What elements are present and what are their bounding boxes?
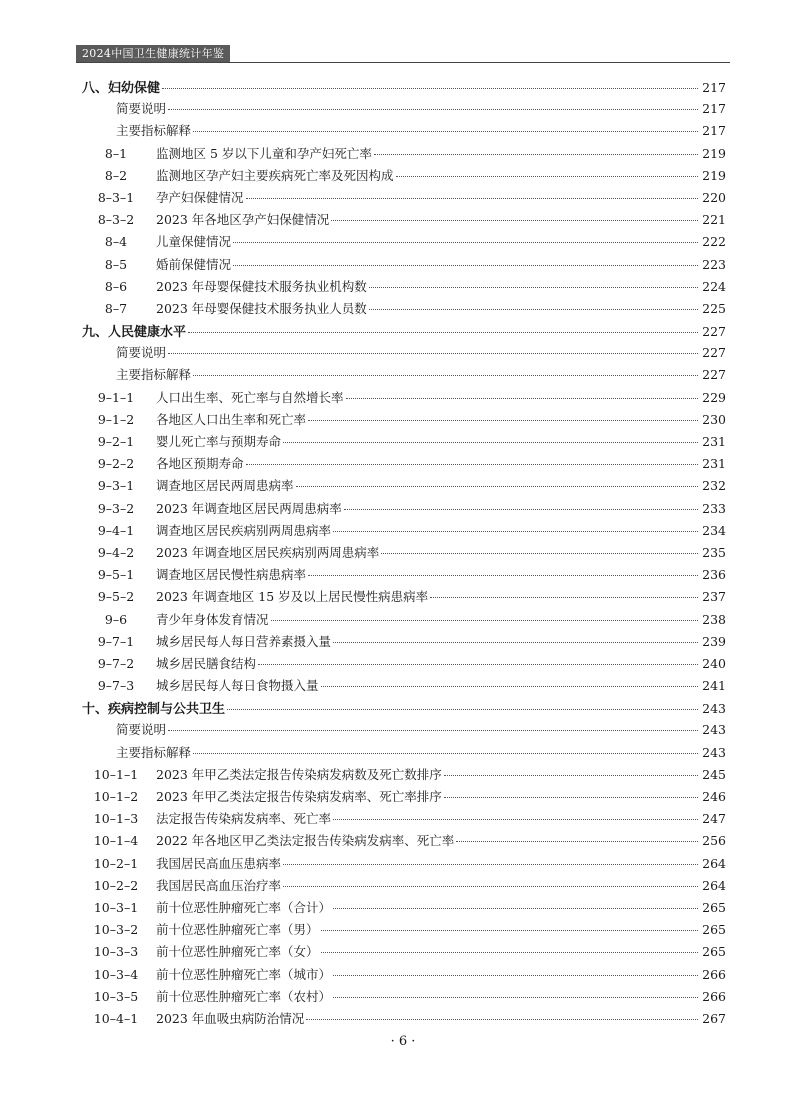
toc-entry[interactable]	[76, 1009, 726, 1031]
dot-leader	[246, 463, 698, 465]
toc-entry-title: 2023 年母婴保健技术服务执业机构数	[156, 278, 367, 294]
toc-entry-page: 256	[702, 833, 726, 849]
toc-entry-page: 233	[702, 500, 726, 516]
toc-entry-page: 235	[702, 544, 726, 560]
toc-entry-title: 简要说明	[116, 101, 167, 117]
dot-leader	[430, 596, 698, 598]
toc-entry[interactable]	[76, 720, 726, 742]
toc-entry-title: 十、疾病控制与公共卫生	[82, 702, 226, 718]
toc-entry-title: 城乡居民每人每日营养素摄入量	[156, 633, 332, 649]
toc-entry-number: 10–3–3	[93, 944, 139, 960]
dot-leader	[321, 685, 698, 687]
dot-leader	[193, 752, 698, 754]
toc-entry-number: 10–3–5	[93, 988, 139, 1004]
toc-entry-title: 主要指标解释	[116, 123, 192, 139]
toc-entry-page: 227	[702, 367, 726, 383]
toc-entry-page: 223	[702, 256, 726, 272]
toc-entry[interactable]	[76, 987, 726, 1009]
toc-entry-title: 调查地区居民两周患病率	[156, 478, 294, 494]
toc-entry[interactable]	[76, 410, 726, 432]
toc-entry-title: 2023 年各地区孕产妇保健情况	[156, 212, 330, 228]
toc-entry[interactable]	[76, 277, 726, 299]
toc-entry[interactable]	[76, 521, 726, 543]
toc-entry-number: 10–1–4	[93, 833, 139, 849]
toc-entry-title: 2023 年调查地区居民两周患病率	[156, 500, 342, 516]
toc-entry-title: 主要指标解释	[116, 367, 192, 383]
toc-entry-title: 九、人民健康水平	[82, 325, 187, 341]
toc-entry-number: 10–2–2	[93, 877, 139, 893]
toc-entry-number: 9–1–1	[97, 389, 135, 405]
dot-leader	[193, 130, 698, 132]
toc-entry-page: 246	[702, 789, 726, 804]
toc-entry[interactable]	[76, 432, 726, 454]
toc-entry-page: 217	[702, 123, 726, 139]
toc-entry-number: 10–3–2	[93, 922, 139, 938]
toc-entry[interactable]	[76, 499, 726, 521]
toc-entry-title: 各地区人口出生率和死亡率	[156, 411, 307, 427]
toc-entry-page: 231	[702, 456, 726, 472]
toc-entry-number: 8–3–1	[97, 189, 135, 205]
toc-entry-page: 265	[702, 922, 726, 938]
toc-entry-page: 225	[702, 300, 726, 316]
toc-entry[interactable]	[76, 299, 726, 321]
dot-leader	[456, 840, 698, 842]
toc-entry[interactable]	[76, 365, 726, 387]
toc-entry-page: 245	[702, 766, 726, 782]
dot-leader	[321, 951, 698, 953]
toc-entry-number: 9–7–1	[97, 633, 135, 649]
toc-entry-page: 220	[702, 189, 726, 205]
toc-entry-title: 城乡居民每人每日食物摄入量	[156, 678, 319, 694]
toc-entry-number: 9–7–2	[97, 655, 135, 671]
toc-entry-page: 243	[702, 744, 726, 760]
toc-entry[interactable]	[76, 676, 726, 698]
toc-entry[interactable]	[76, 942, 726, 964]
toc-entry[interactable]	[76, 565, 726, 587]
toc-entry-page: 227	[702, 324, 726, 340]
toc-entry-title: 八、妇幼保健	[82, 81, 161, 96]
dot-leader	[283, 863, 698, 865]
toc-entry-number: 9–2–1	[97, 434, 135, 449]
dot-leader	[306, 1018, 698, 1020]
toc-entry-number: 8–6	[104, 278, 128, 294]
toc-entry[interactable]	[76, 121, 726, 143]
toc-entry[interactable]	[76, 854, 726, 876]
dot-leader	[333, 818, 698, 820]
dot-leader	[271, 619, 698, 621]
dot-leader	[246, 197, 698, 199]
toc-entry-number: 10–3–1	[93, 899, 139, 915]
toc-entry[interactable]	[76, 787, 726, 809]
dot-leader	[369, 286, 698, 288]
dot-leader	[188, 331, 698, 333]
toc-entry[interactable]	[76, 99, 726, 121]
toc-entry-title: 2023 年甲乙类法定报告传染病发病率、死亡率排序	[156, 789, 442, 804]
dot-leader	[308, 419, 698, 421]
toc-entry-title: 孕产妇保健情况	[156, 189, 244, 205]
toc-entry-title: 我国居民高血压患病率	[156, 855, 282, 871]
toc-entry[interactable]	[76, 587, 726, 609]
toc-entry[interactable]	[76, 654, 726, 676]
toc-entry-number: 9–5–2	[97, 589, 135, 605]
toc-entry-page: 243	[702, 701, 726, 717]
toc-entry-number: 9–3–2	[97, 500, 135, 516]
dot-leader	[396, 175, 698, 177]
toc-entry-title: 婴儿死亡率与预期寿命	[156, 434, 282, 449]
toc-entry-page: 222	[702, 234, 726, 250]
toc-entry[interactable]	[76, 343, 726, 365]
dot-leader	[168, 108, 698, 110]
dot-leader	[381, 552, 698, 554]
toc-entry-page: 264	[702, 877, 726, 893]
toc-entry-page: 217	[702, 101, 726, 117]
toc-entry-title: 调查地区居民疾病别两周患病率	[156, 522, 332, 538]
toc-entry-title: 2022 年各地区甲乙类法定报告传染病发病率、死亡率	[156, 833, 455, 849]
toc-entry-number: 8–3–2	[97, 212, 135, 228]
toc-entry-number: 8–7	[104, 300, 128, 316]
toc-entry-page: 224	[702, 278, 726, 294]
toc-entry-number: 10–1–1	[93, 766, 139, 782]
toc-entry-page: 217	[702, 80, 726, 95]
toc-entry-title: 前十位恶性肿瘤死亡率（农村）	[156, 988, 332, 1004]
dot-leader	[258, 663, 698, 665]
toc-chapter-entry[interactable]	[76, 77, 726, 99]
toc-entry-title: 前十位恶性肿瘤死亡率（城市）	[156, 966, 332, 982]
toc-entry-page: 236	[702, 567, 726, 583]
toc-entry-page: 243	[702, 722, 726, 738]
toc-entry-title: 城乡居民膳食结构	[156, 655, 257, 671]
toc-entry-number: 9–6	[104, 611, 128, 627]
dot-leader	[296, 485, 698, 487]
toc-entry[interactable]	[76, 255, 726, 277]
toc-entry-title: 我国居民高血压治疗率	[156, 877, 282, 893]
toc-entry-title: 简要说明	[116, 345, 167, 361]
toc-entry-title: 青少年身体发育情况	[156, 611, 269, 627]
toc-entry-page: 267	[702, 1010, 726, 1026]
running-header: 2024中国卫生健康统计年鉴	[76, 45, 230, 62]
dot-leader	[333, 641, 698, 643]
toc-entry-title: 2023 年调查地区 15 岁及以上居民慢性病患病率	[156, 589, 429, 605]
dot-leader	[374, 153, 698, 155]
toc-entry-number: 8–4	[104, 234, 128, 250]
toc-entry-number: 9–5–1	[97, 567, 135, 583]
toc-entry-number: 10–1–2	[93, 789, 139, 804]
toc-entry-number: 9–2–2	[97, 456, 135, 472]
dot-leader	[346, 397, 698, 399]
toc-entry-page: 265	[702, 944, 726, 960]
toc-entry[interactable]	[76, 166, 726, 188]
dot-leader	[308, 574, 698, 576]
toc-entry[interactable]	[76, 765, 726, 787]
toc-entry-title: 2023 年调查地区居民疾病别两周患病率	[156, 544, 380, 560]
toc-entry-page: 227	[702, 345, 726, 361]
toc-entry[interactable]	[76, 898, 726, 920]
toc-entry-page: 229	[702, 389, 726, 405]
toc-entry-page: 265	[702, 899, 726, 915]
toc-entry[interactable]	[76, 632, 726, 654]
toc-entry-number: 9–4–2	[97, 544, 135, 560]
toc-entry-title: 各地区预期寿命	[156, 456, 244, 472]
toc-entry-title: 婚前保健情况	[156, 256, 232, 272]
toc-entry-number: 8–2	[104, 167, 128, 183]
toc-entry-page: 231	[702, 434, 726, 449]
toc-chapter-entry[interactable]	[76, 698, 726, 720]
toc-entry-title: 儿童保健情况	[156, 234, 232, 250]
dot-leader	[369, 308, 698, 310]
toc-entry[interactable]	[76, 388, 726, 410]
toc-entry-number: 8–5	[104, 256, 128, 272]
toc-entry-page: 239	[702, 633, 726, 649]
toc-entry-number: 9–7–3	[97, 678, 135, 694]
dot-leader	[333, 530, 698, 532]
toc-entry[interactable]	[76, 543, 726, 565]
toc-entry-number: 10–3–4	[93, 966, 139, 982]
toc-entry-page: 266	[702, 966, 726, 982]
toc-chapter-entry[interactable]	[76, 321, 726, 343]
toc-entry[interactable]	[76, 232, 726, 254]
toc-entry-page: 219	[702, 167, 726, 183]
header-divider	[76, 62, 730, 63]
dot-leader	[321, 929, 698, 931]
dot-leader	[233, 241, 698, 243]
toc-entry-page: 266	[702, 988, 726, 1004]
toc-entry-page: 237	[702, 589, 726, 605]
toc-entry-title: 前十位恶性肿瘤死亡率（合计）	[156, 899, 332, 915]
dot-leader	[444, 774, 698, 776]
toc-entry-page: 232	[702, 478, 726, 494]
toc-entry-title: 调查地区居民慢性病患病率	[156, 567, 307, 583]
toc-entry-page: 247	[702, 811, 726, 827]
toc-entry[interactable]	[76, 210, 726, 232]
toc-entry[interactable]	[76, 965, 726, 987]
toc-entry-number: 9–1–2	[97, 411, 135, 427]
toc-entry-title: 简要说明	[116, 722, 167, 738]
toc-entry-title: 监测地区 5 岁以下儿童和孕产妇死亡率	[156, 145, 372, 161]
toc-entry-page: 221	[702, 212, 726, 228]
toc-entry-title: 2023 年母婴保健技术服务执业人员数	[156, 300, 367, 316]
toc-entry[interactable]	[76, 476, 726, 498]
toc-entry-number: 9–4–1	[97, 522, 135, 538]
toc-entry-number: 9–3–1	[97, 478, 135, 494]
toc-entry-title: 监测地区孕产妇主要疾病死亡率及死因构成	[156, 167, 394, 183]
toc-entry[interactable]	[76, 876, 726, 898]
toc-entry-page: 230	[702, 411, 726, 427]
toc-entry-title: 前十位恶性肿瘤死亡率（女）	[156, 944, 319, 960]
page-number: · 6 ·	[390, 1034, 416, 1049]
dot-leader	[333, 907, 698, 909]
toc-entry[interactable]	[76, 920, 726, 942]
toc-entry-page: 238	[702, 611, 726, 627]
dot-leader	[333, 996, 698, 998]
toc-entry-page: 240	[702, 655, 726, 671]
dot-leader	[444, 796, 698, 798]
toc-entry-number: 10–4–1	[93, 1010, 139, 1026]
toc-entry-title: 人口出生率、死亡率与自然增长率	[156, 389, 344, 405]
toc-entry-number: 10–1–3	[93, 811, 139, 827]
toc-entry[interactable]	[76, 610, 726, 632]
toc-entry-page: 264	[702, 855, 726, 871]
toc-entry[interactable]	[76, 188, 726, 210]
toc-entry-title: 2023 年甲乙类法定报告传染病发病数及死亡数排序	[156, 766, 442, 782]
dot-leader	[233, 264, 698, 266]
table-of-contents	[76, 77, 726, 1031]
toc-entry[interactable]	[76, 743, 726, 765]
toc-entry-title: 2023 年血吸虫病防治情况	[156, 1010, 305, 1026]
toc-entry-page: 219	[702, 145, 726, 161]
toc-entry[interactable]	[76, 454, 726, 476]
dot-leader	[331, 219, 698, 221]
dot-leader	[168, 729, 698, 731]
toc-entry-number: 10–2–1	[93, 855, 139, 871]
dot-leader	[168, 352, 698, 354]
dot-leader	[193, 374, 698, 376]
dot-leader	[344, 508, 698, 510]
dot-leader	[283, 441, 698, 443]
toc-entry-title: 前十位恶性肿瘤死亡率（男）	[156, 922, 319, 938]
toc-entry[interactable]	[76, 831, 726, 853]
toc-entry-page: 234	[702, 522, 726, 538]
toc-entry-title: 法定报告传染病发病率、死亡率	[156, 811, 332, 827]
toc-entry-number: 8–1	[104, 145, 128, 161]
dot-leader	[333, 974, 698, 976]
toc-entry-page: 241	[702, 678, 726, 694]
toc-entry[interactable]	[76, 144, 726, 166]
dot-leader	[227, 708, 698, 710]
dot-leader	[283, 885, 698, 887]
toc-entry-title: 主要指标解释	[116, 744, 192, 760]
toc-entry[interactable]	[76, 809, 726, 831]
dot-leader	[162, 87, 698, 89]
